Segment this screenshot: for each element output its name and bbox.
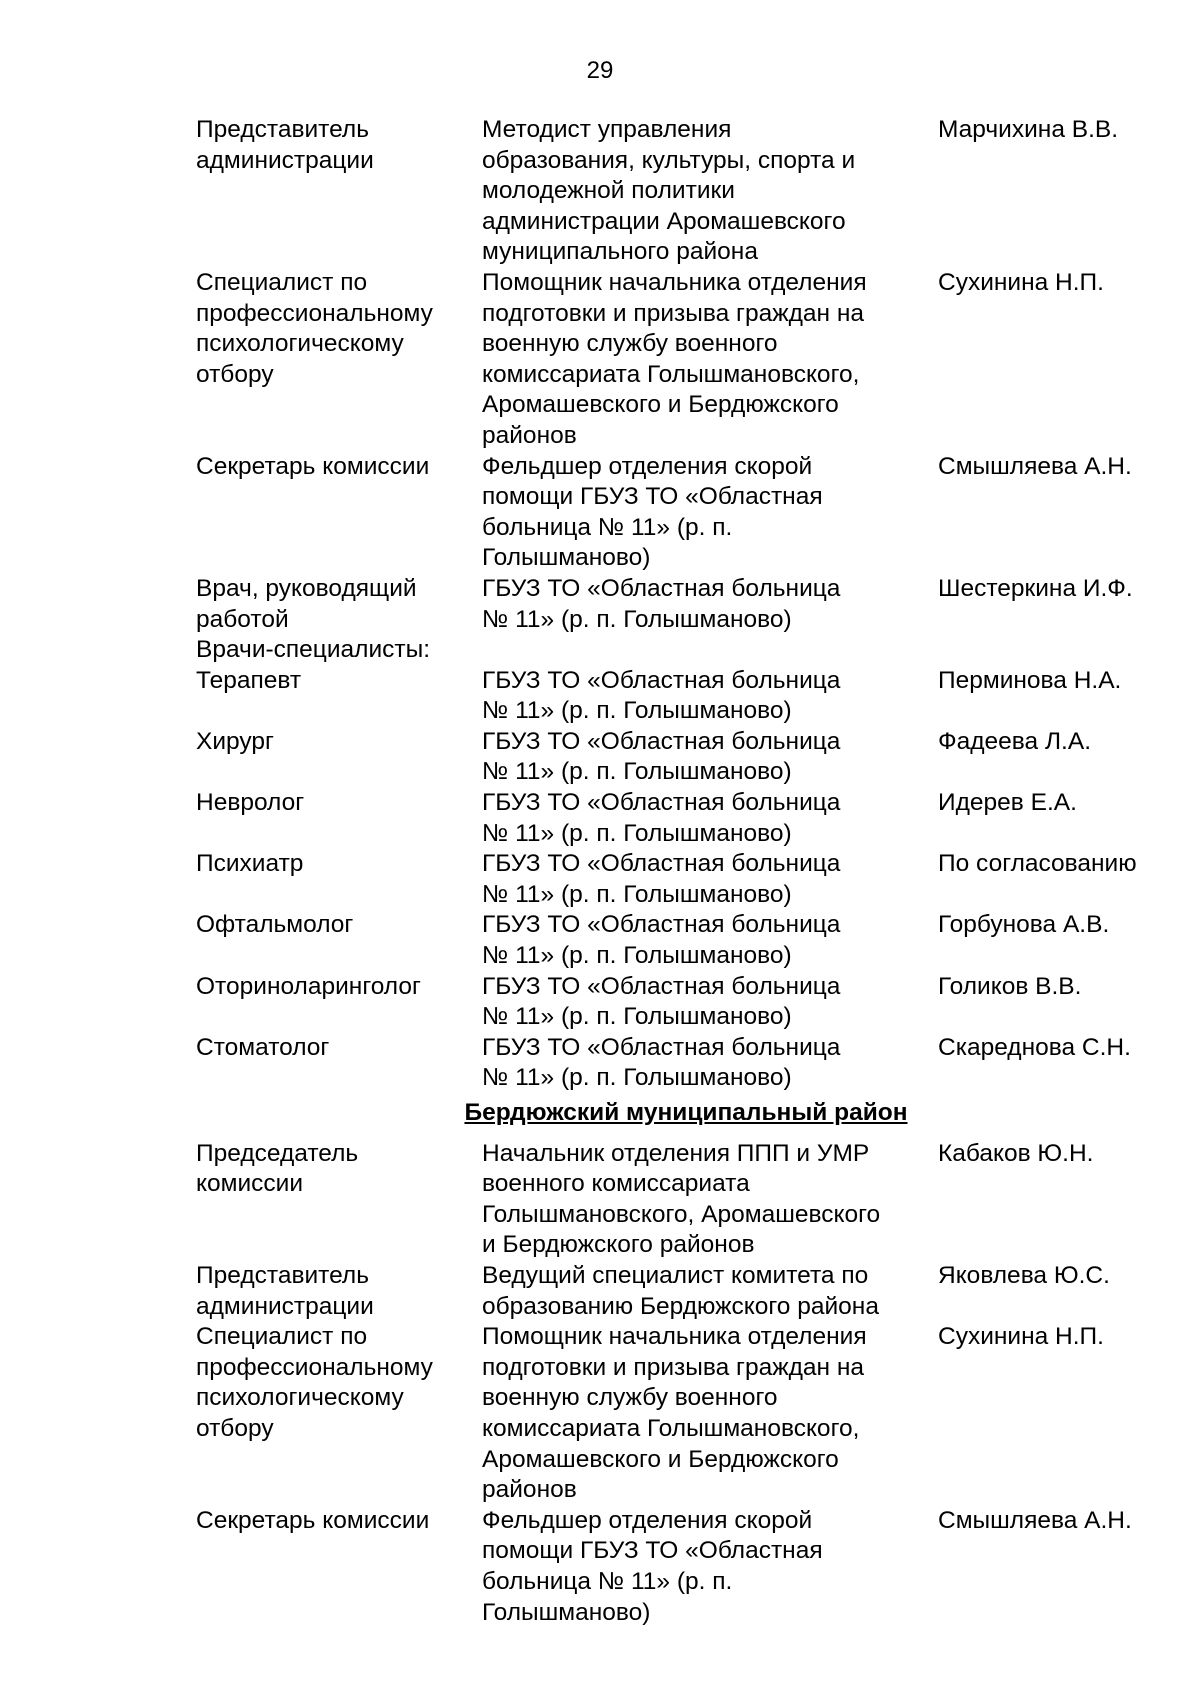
person-name-cell: Сухинина Н.П. bbox=[938, 268, 1104, 296]
table-row bbox=[196, 788, 1166, 849]
organization-cell: ГБУЗ ТО «Областная больница № 11» (р. п. Голышманово) bbox=[482, 911, 841, 970]
person-name-cell: По согласованию bbox=[938, 850, 1137, 878]
table-row bbox=[196, 972, 1166, 1033]
table-row bbox=[196, 727, 1166, 788]
organization-cell: Ведущий специалист комитета по образованию Бердюжского района bbox=[482, 1261, 879, 1320]
role-cell: Врач, руководящий работой bbox=[196, 574, 417, 633]
role-cell: Невролог bbox=[196, 789, 305, 817]
table-row bbox=[196, 1139, 1166, 1261]
organization-cell: ГБУЗ ТО «Областная больница № 11» (р. п. Голышманово) bbox=[482, 1033, 841, 1092]
page-number: 29 bbox=[586, 57, 614, 84]
role-cell: Секретарь комиссии bbox=[196, 452, 430, 480]
table-row bbox=[196, 849, 1166, 910]
commission-table bbox=[196, 115, 1166, 1628]
person-name-cell: Шестеркина И.Ф. bbox=[938, 574, 1133, 602]
role-cell: Психиатр bbox=[196, 850, 304, 878]
role-cell: Представитель администрации bbox=[196, 116, 374, 174]
organization-cell: ГБУЗ ТО «Областная больница № 11» (р. п. Голышманово) bbox=[482, 666, 841, 725]
commission-rows-part2 bbox=[196, 1139, 1166, 1629]
role-cell: Терапевт bbox=[196, 666, 302, 694]
table-row bbox=[196, 574, 1166, 635]
organization-cell: Помощник начальника отделения подготовки и призыва граждан на военную службу военного комиссариата Голышмановского, Аромашевского и Бердюжского районов bbox=[482, 1323, 867, 1504]
table-row bbox=[196, 1033, 1166, 1094]
commission-rows-part1 bbox=[196, 115, 1166, 1094]
role-cell: Председатель комиссии bbox=[196, 1139, 359, 1198]
organization-cell: ГБУЗ ТО «Областная больница № 11» (р. п. Голышманово) bbox=[482, 972, 841, 1031]
role-cell: Представитель администрации bbox=[196, 1261, 374, 1320]
person-name-cell: Скареднова С.Н. bbox=[938, 1033, 1131, 1061]
role-cell: Стоматолог bbox=[196, 1033, 330, 1061]
role-cell: Офтальмолог bbox=[196, 911, 354, 939]
role-cell: Хирург bbox=[196, 727, 274, 755]
person-name-cell: Идерев Е.А. bbox=[938, 789, 1077, 817]
table-row bbox=[196, 1506, 1166, 1628]
person-name-cell: Смышляева А.Н. bbox=[938, 1506, 1132, 1534]
person-name-cell: Горбунова А.В. bbox=[938, 911, 1110, 939]
role-cell: Оториноларинголог bbox=[196, 972, 421, 1000]
person-name-cell: Кабаков Ю.Н. bbox=[938, 1139, 1094, 1167]
person-name-cell: Перминова Н.А. bbox=[938, 666, 1122, 694]
role-cell: Специалист по профессиональному психологическому отбору bbox=[196, 1323, 433, 1442]
table-row bbox=[196, 115, 1166, 268]
table-row bbox=[196, 1322, 1166, 1506]
person-name-cell: Фадеева Л.А. bbox=[938, 727, 1092, 755]
organization-cell: Помощник начальника отделения подготовки и призыва граждан на военную службу военного комиссариата Голышмановского, Аромашевского и Бердюжского районов bbox=[482, 268, 867, 449]
organization-cell bbox=[482, 635, 938, 666]
organization-cell: ГБУЗ ТО «Областная больница № 11» (р. п. Голышманово) bbox=[482, 850, 841, 908]
organization-cell: Фельдшер отделения скорой помощи ГБУЗ ТО «Областная больница № 11» (р. п. Голышманово) bbox=[482, 1506, 823, 1626]
person-name-cell: Голиков В.В. bbox=[938, 972, 1082, 1000]
organization-cell: Фельдшер отделения скорой помощи ГБУЗ ТО «Областная больница № 11» (р. п. Голышманово) bbox=[482, 452, 823, 572]
table-row bbox=[196, 268, 1166, 452]
table-row bbox=[196, 452, 1166, 574]
person-name-cell: Сухинина Н.П. bbox=[938, 1323, 1104, 1351]
table-row bbox=[196, 666, 1166, 727]
table-row bbox=[196, 910, 1166, 971]
table-row bbox=[196, 1261, 1166, 1322]
person-name-cell: Яковлева Ю.С. bbox=[938, 1261, 1110, 1289]
organization-cell: ГБУЗ ТО «Областная больница № 11» (р. п. Голышманово) bbox=[482, 727, 841, 786]
person-name-cell: Смышляева А.Н. bbox=[938, 452, 1132, 480]
role-cell: Секретарь комиссии bbox=[196, 1506, 430, 1534]
organization-cell: Начальник отделения ППП и УМР военного комиссариата Голышмановского, Аромашевского и Бердюжского районов bbox=[482, 1139, 881, 1259]
organization-cell: ГБУЗ ТО «Областная больница № 11» (р. п. Голышманово) bbox=[482, 574, 841, 633]
table-row bbox=[196, 635, 1166, 666]
section-title: Бердюжский муниципальный район bbox=[464, 1099, 908, 1126]
organization-cell: Методист управления образования, культуры, спорта и молодежной политики администрации Аромашевского муниципального района bbox=[482, 116, 856, 266]
person-name-cell: Марчихина В.В. bbox=[938, 116, 1119, 143]
organization-cell: ГБУЗ ТО «Областная больница № 11» (р. п. Голышманово) bbox=[482, 789, 841, 847]
role-cell: Врачи-специалисты: bbox=[196, 636, 431, 664]
role-cell: Специалист по профессиональному психологическому отбору bbox=[196, 268, 433, 388]
